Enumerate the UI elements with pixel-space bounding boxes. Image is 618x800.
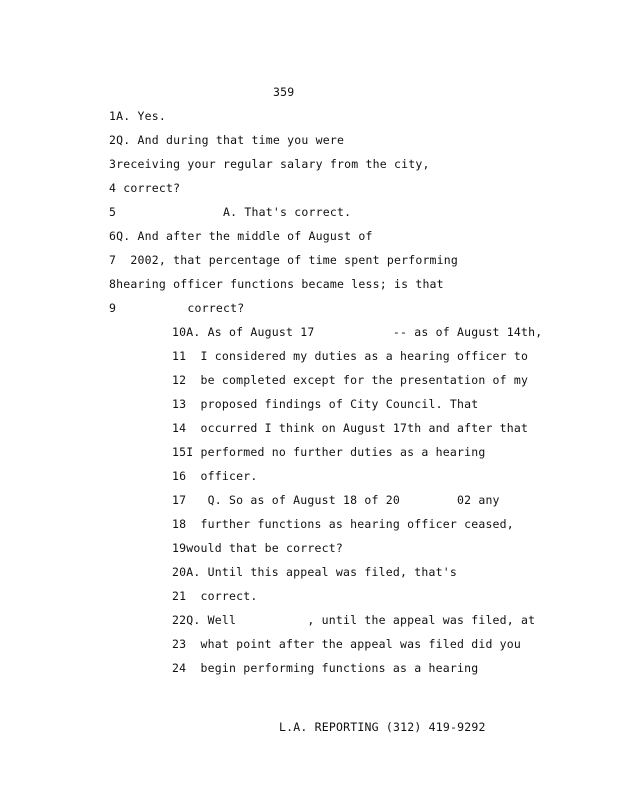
transcript-line: 20A. Until this appeal was filed, that's: [172, 565, 457, 579]
transcript-line: 15I performed no further duties as a hearing: [172, 445, 486, 459]
transcript-line: 14 occurred I think on August 17th and after that: [172, 421, 529, 435]
transcript-line: 8hearing officer functions became less; is that: [109, 277, 444, 291]
reporter-footer: L.A. REPORTING (312) 419-9292: [279, 720, 486, 734]
transcript-line: 10A. As of August 17 -- as of August 14th,: [172, 325, 543, 339]
transcript-line: 24 begin performing functions as a hearing: [172, 661, 479, 675]
transcript-line: 3receiving your regular salary from the city,: [109, 157, 430, 171]
page-number: 359: [273, 85, 295, 99]
transcript-line: 11 I considered my duties as a hearing officer to: [172, 349, 529, 363]
transcript-line: 12 be completed except for the presentation of my: [172, 373, 529, 387]
transcript-line: 21 correct.: [172, 589, 258, 603]
transcript-line: 13 proposed findings of City Council. That: [172, 397, 479, 411]
transcript-line: 18 further functions as hearing officer ceased,: [172, 517, 514, 531]
transcript-line: 2Q. And during that time you were: [109, 133, 345, 147]
transcript-line: 17 Q. So as of August 18 of 20 02 any: [172, 493, 500, 507]
transcript-line: 22Q. Well , until the appeal was filed, at: [172, 613, 536, 627]
transcript-line: 6Q. And after the middle of August of: [109, 229, 373, 243]
transcript-line: 19would that be correct?: [172, 541, 343, 555]
transcript-line: 1A. Yes.: [109, 109, 166, 123]
transcript-line: 4 correct?: [109, 181, 181, 195]
transcript-line: 16 officer.: [172, 469, 258, 483]
transcript-line: 23 what point after the appeal was filed did you: [172, 637, 522, 651]
transcript-line: 7 2002, that percentage of time spent performing: [109, 253, 459, 267]
transcript-line: 5 A. That's correct.: [109, 205, 352, 219]
transcript-line: 9 correct?: [109, 301, 245, 315]
